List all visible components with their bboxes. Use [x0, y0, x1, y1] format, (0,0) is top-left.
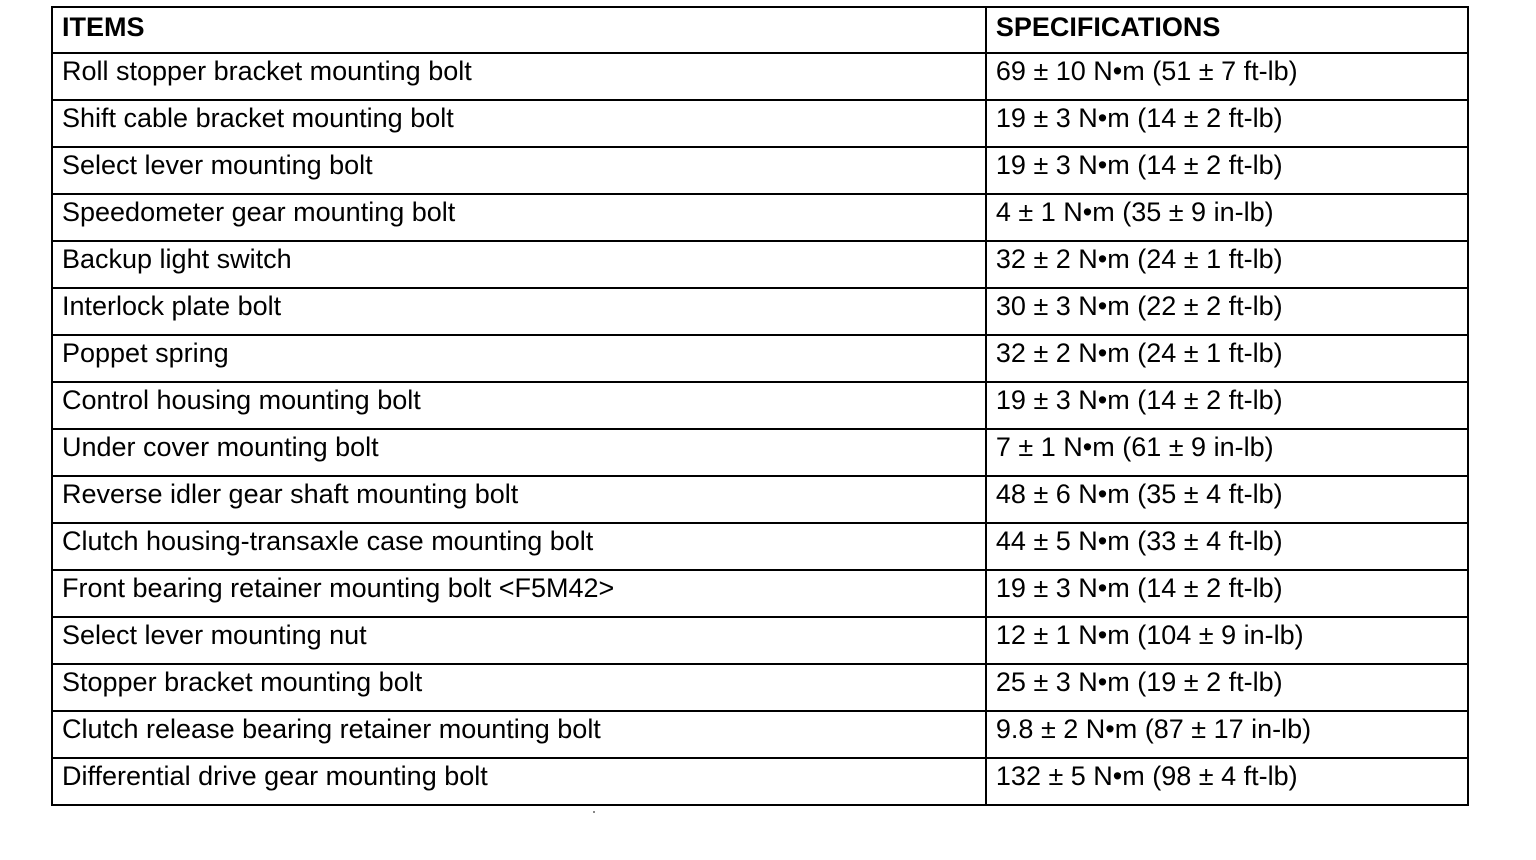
spec-cell: 25 ± 3 N•m (19 ± 2 ft-lb) — [986, 664, 1468, 711]
item-cell: Clutch housing-transaxle case mounting bolt — [52, 523, 986, 570]
item-cell: Under cover mounting bolt — [52, 429, 986, 476]
spec-cell: 12 ± 1 N•m (104 ± 9 in-lb) — [986, 617, 1468, 664]
table-row — [52, 194, 1468, 241]
spec-cell: 48 ± 6 N•m (35 ± 4 ft-lb) — [986, 476, 1468, 523]
spec-cell: 19 ± 3 N•m (14 ± 2 ft-lb) — [986, 570, 1468, 617]
scan-speck — [593, 811, 595, 813]
table-row — [52, 288, 1468, 335]
table-row — [52, 335, 1468, 382]
spec-cell: 32 ± 2 N•m (24 ± 1 ft-lb) — [986, 335, 1468, 382]
item-cell: Select lever mounting nut — [52, 617, 986, 664]
item-cell: Select lever mounting bolt — [52, 147, 986, 194]
table-row — [52, 100, 1468, 147]
spec-cell: 4 ± 1 N•m (35 ± 9 in-lb) — [986, 194, 1468, 241]
table-row — [52, 476, 1468, 523]
item-cell: Stopper bracket mounting bolt — [52, 664, 986, 711]
table-row — [52, 570, 1468, 617]
table-row — [52, 241, 1468, 288]
item-cell: Control housing mounting bolt — [52, 382, 986, 429]
table-row — [52, 147, 1468, 194]
items-column-header: ITEMS — [52, 7, 986, 53]
table-row — [52, 429, 1468, 476]
item-cell: Front bearing retainer mounting bolt <F5M42> — [52, 570, 986, 617]
spec-cell: 132 ± 5 N•m (98 ± 4 ft-lb) — [986, 758, 1468, 805]
item-cell: Speedometer gear mounting bolt — [52, 194, 986, 241]
item-cell: Clutch release bearing retainer mounting bolt — [52, 711, 986, 758]
spec-cell: 30 ± 3 N•m (22 ± 2 ft-lb) — [986, 288, 1468, 335]
item-cell: Poppet spring — [52, 335, 986, 382]
table-row — [52, 523, 1468, 570]
spec-cell: 9.8 ± 2 N•m (87 ± 17 in-lb) — [986, 711, 1468, 758]
table-row — [52, 53, 1468, 100]
table-row — [52, 711, 1468, 758]
spec-cell: 19 ± 3 N•m (14 ± 2 ft-lb) — [986, 100, 1468, 147]
table-row — [52, 664, 1468, 711]
spec-cell: 7 ± 1 N•m (61 ± 9 in-lb) — [986, 429, 1468, 476]
item-cell: Roll stopper bracket mounting bolt — [52, 53, 986, 100]
table-row — [52, 758, 1468, 805]
item-cell: Reverse idler gear shaft mounting bolt — [52, 476, 986, 523]
spec-cell: 19 ± 3 N•m (14 ± 2 ft-lb) — [986, 147, 1468, 194]
spec-cell: 69 ± 10 N•m (51 ± 7 ft-lb) — [986, 53, 1468, 100]
item-cell: Differential drive gear mounting bolt — [52, 758, 986, 805]
table-row — [52, 617, 1468, 664]
item-cell: Interlock plate bolt — [52, 288, 986, 335]
specifications-column-header: SPECIFICATIONS — [986, 7, 1468, 53]
item-cell: Backup light switch — [52, 241, 986, 288]
torque-spec-table — [51, 6, 1469, 806]
spec-cell: 19 ± 3 N•m (14 ± 2 ft-lb) — [986, 382, 1468, 429]
table-header-row — [52, 7, 1468, 53]
table-row — [52, 382, 1468, 429]
spec-cell: 44 ± 5 N•m (33 ± 4 ft-lb) — [986, 523, 1468, 570]
item-cell: Shift cable bracket mounting bolt — [52, 100, 986, 147]
spec-cell: 32 ± 2 N•m (24 ± 1 ft-lb) — [986, 241, 1468, 288]
